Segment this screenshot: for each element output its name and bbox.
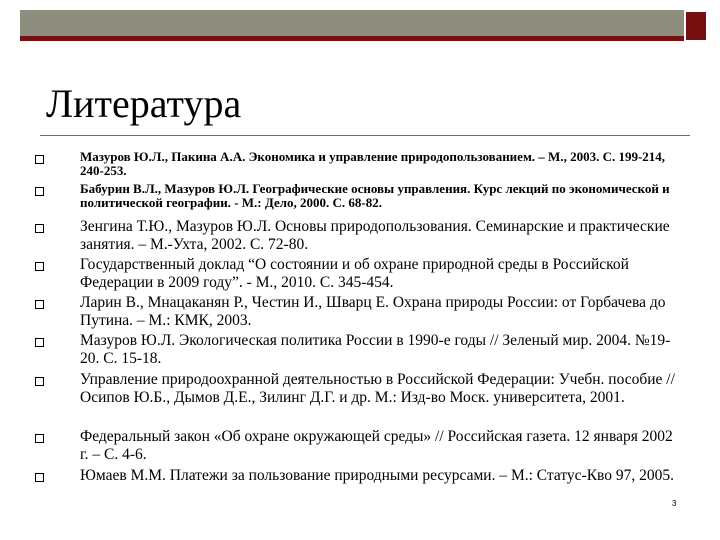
reference-text: Бабурин В.Л., Мазуров Ю.Л. Географические основы управления. Курс лекций по экономической и политической географии. - М.: Дело, 2000. С. 68-82. [80, 181, 670, 210]
reference-text: Государственный доклад “О состоянии и об охране природной среды в Российской Федерации в 2009 году”. - М., 2010. С. 345-454. [80, 256, 629, 291]
reference-text: Федеральный закон «Об охране окружающей среды» // Российская газета. 12 января 2002 г. – С. 4-6. [80, 428, 673, 463]
square-bullet-icon [35, 187, 44, 196]
square-bullet-icon [35, 155, 44, 164]
reference-text: Мазуров Ю.Л., Пакина А.А. Экономика и управление природопользованием. – М., 2003. С. 199-214, 240-253. [80, 149, 666, 178]
square-bullet-icon [35, 224, 44, 233]
page-number: 3 [672, 499, 677, 508]
square-bullet-icon [35, 300, 44, 309]
reference-text: Управление природоохранной деятельностью в Российской Федерации: Учебн. пособие // Осипов Ю.Б., Дымов Д.Е., Зилинг Д.Г. и др. М.: Изд-во Моск. университета, 2001. [80, 371, 675, 406]
reference-text: Мазуров Ю.Л. Экологическая политика России в 1990-е годы // Зеленый мир. 2004. №19-20. С. 15-18. [80, 332, 671, 367]
reference-text: Зенгина Т.Ю., Мазуров Ю.Л. Основы природопользования. Семинарские и практические занятия. – М.-Ухта, 2002. С. 72-80. [80, 218, 670, 253]
square-bullet-icon [35, 377, 44, 386]
reference-text: Ларин В., Мнацаканян Р., Честин И., Шварц Е. Охрана природы России: от Горбачева до Путина. – М.: КМК, 2003. [80, 294, 666, 329]
reference-text: Юмаев М.М. Платежи за пользование природными ресурсами. – М.: Статус-Кво 97, 2005. [80, 467, 675, 484]
square-bullet-icon [35, 262, 44, 271]
square-bullet-icon [35, 473, 44, 482]
square-bullet-icon [35, 434, 44, 443]
slide-title: Литература [46, 81, 242, 126]
square-bullet-icon [35, 338, 44, 347]
